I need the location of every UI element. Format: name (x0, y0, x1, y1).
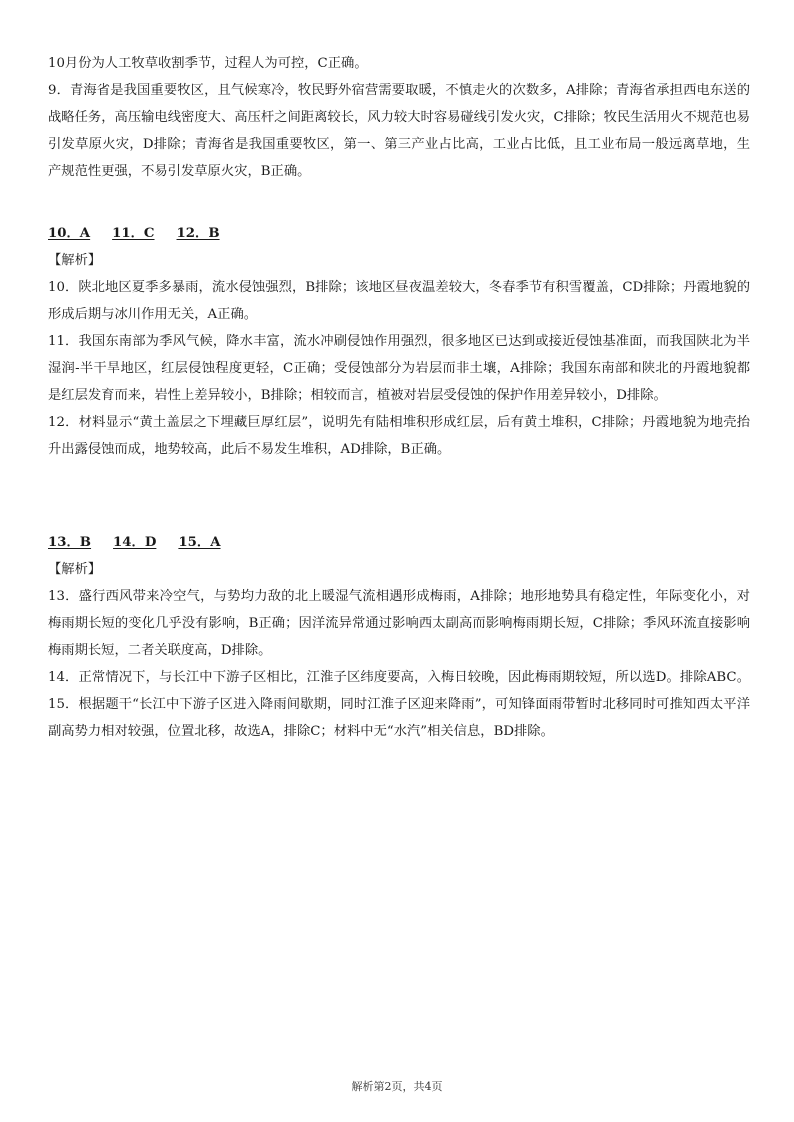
analysis-label: 【解析】 (48, 562, 102, 577)
analysis-label: 【解析】 (48, 253, 102, 268)
answer-14: 14．D (113, 535, 157, 550)
answer-15: 15．A (178, 535, 221, 550)
page-footer: 解析第2页，共4页 (351, 1080, 443, 1093)
paragraph-q12: 12．材料显示“黄土盖层之下埋藏巨厚红层”，说明先有陆相堆积形成红层，后有黄土堆积，C排除；丹霞地貌为地壳抬升出露侵蚀而成，地势较高，此后不易发生堆积，AD排除，B正确。 (48, 415, 750, 457)
paragraph-q10: 10．陕北地区夏季多暴雨，流水侵蚀强烈，B排除；该地区昼夜温差较大，冬春季节有积雪覆盖，CD排除；丹霞地貌的形成后期与冰川作用无关，A正确。 (48, 280, 750, 322)
section-gap (48, 463, 750, 529)
answer-key-10-12 (48, 220, 750, 247)
answer-10: 10．A (48, 226, 91, 241)
answer-13: 13．B (48, 535, 92, 550)
answer-11: 11．C (112, 226, 155, 241)
document-body (48, 50, 750, 745)
answer-key-13-15 (48, 529, 750, 556)
paragraph-q8-tail: 10月份为人工牧草收割季节，过程人为可控，C正确。 (48, 56, 368, 71)
answer-12: 12．B (176, 226, 220, 241)
section-gap (48, 185, 750, 220)
paragraph-q9: 9．青海省是我国重要牧区，且气候寒冷，牧民野外宿营需要取暖，不慎走火的次数多，A排除；青海省承担西电东送的战略任务，高压输电线密度大、高压杆之间距离较长，风力较大时容易碰线引发火灾，C排除；牧民生活用火不规范也易引发草原火灾，D排除；青海省是我国重要牧区，第一、第三产业占比高，工业占比低，且工业布局一般远离草地，生产规范性更强，不易引发草原火灾，B正确。 (48, 83, 750, 179)
paragraph-q11: 11．我国东南部为季风气候，降水丰富，流水冲刷侵蚀作用强烈，很多地区已达到或接近侵蚀基准面，而我国陕北为半湿润-半干旱地区，红层侵蚀程度更轻，C正确；受侵蚀部分为岩层而非土壤，A排除；我国东南部和陕北的丹霞地貌都是红层发育而来，岩性上差异较小，B排除；相较而言，植被对岩层受侵蚀的保护作用差异较小，D排除。 (48, 334, 750, 403)
paragraph-q14-15: 14．正常情况下，与长江中下游子区相比，江淮子区纬度要高，入梅日较晚，因此梅雨期较短，所以选D。排除ABC。 15．根据题干“长江中下游子区进入降雨间歇期，同时江淮子区迎来降雨”，可知锋面雨带暂时北移同时可推知西太平洋副高势力相对较强，位置北移，故选A，排除C；材料中无“水汽”相关信息，BD排除。 (48, 670, 750, 739)
paragraph-q13: 13．盛行西风带来冷空气，与势均力敌的北上暖湿气流相遇形成梅雨，A排除；地形地势具有稳定性，年际变化小，对梅雨期长短的变化几乎没有影响，B正确；因洋流异常通过影响西太副高而影响梅雨期长短，C排除；季风环流直接影响梅雨期长短，二者关联度高，D排除。 (48, 589, 750, 658)
